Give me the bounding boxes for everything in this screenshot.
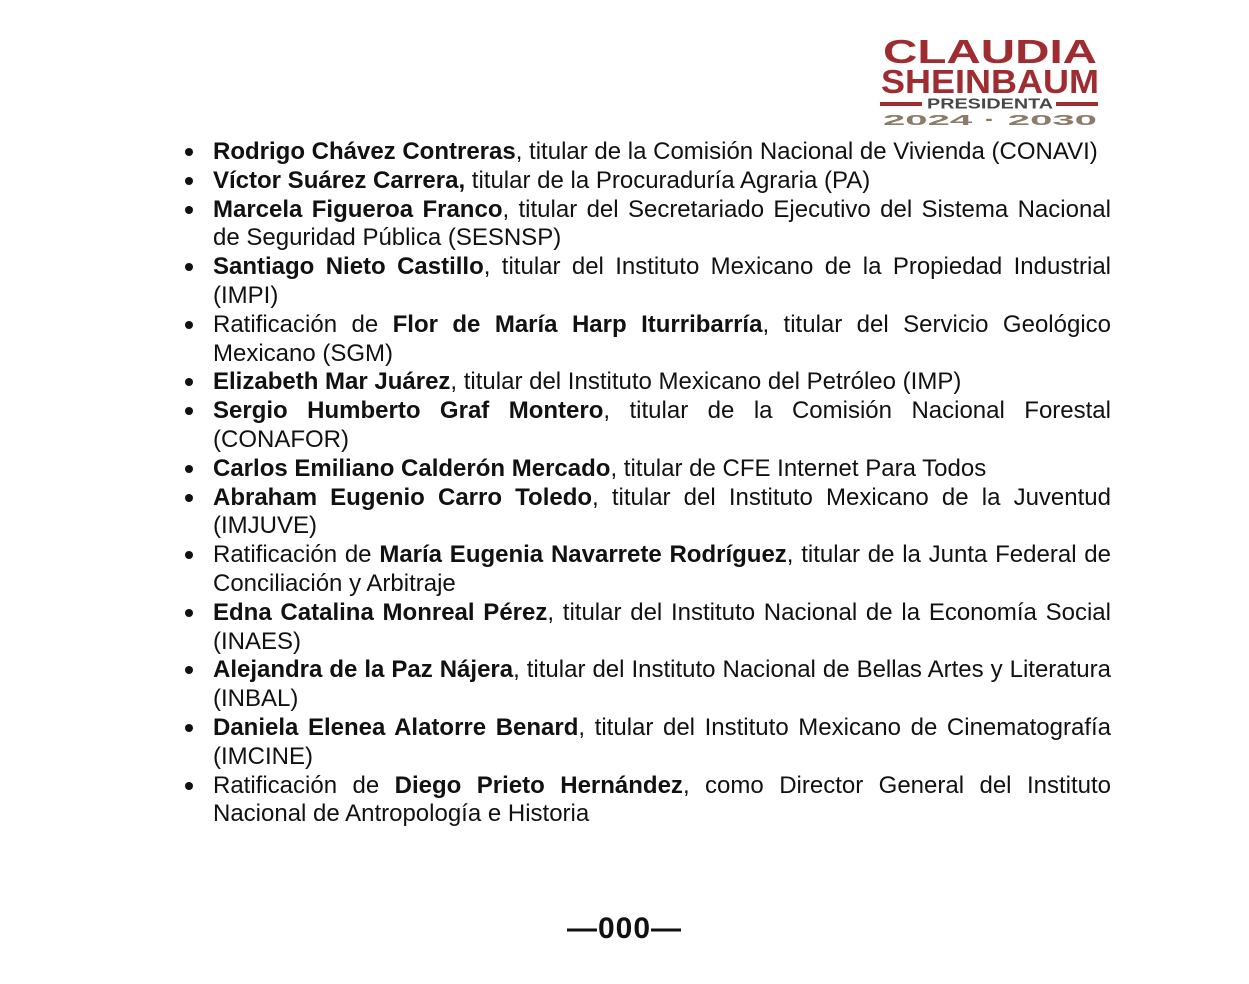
item-post-text: , titular del Instituto Mexicano de Cinematografía (IMCINE) bbox=[213, 713, 1111, 770]
bullet-icon bbox=[185, 465, 193, 473]
bullet-icon bbox=[185, 666, 193, 674]
bullet-icon bbox=[185, 378, 193, 386]
item-post-text: , como Director General del Instituto Nacional de Antropología e Historia bbox=[213, 771, 1111, 828]
logo-title-line: PRESIDENTA bbox=[927, 96, 1054, 113]
end-of-document-separator: —000— bbox=[566, 912, 683, 945]
item-post-text: , titular del Instituto Mexicano de la Propiedad Industrial (IMPI) bbox=[213, 253, 1111, 309]
list-item bbox=[183, 714, 1111, 772]
item-post-text: , titular del Servicio Geológico Mexicano (SGM) bbox=[213, 310, 1111, 367]
appointee-name: Flor de María Harp Iturribarría bbox=[392, 310, 763, 338]
appointee-name: Alejandra de la Paz Nájera bbox=[213, 656, 514, 684]
item-pre-text: Ratificación de bbox=[213, 771, 395, 799]
logo-name-line2: SHEINBAUM bbox=[881, 63, 1099, 100]
bullet-icon bbox=[185, 782, 193, 790]
bullet-icon bbox=[185, 494, 193, 502]
appointments-list bbox=[183, 138, 1111, 829]
item-post-text: , titular del Instituto Mexicano del Petróleo (IMP) bbox=[450, 368, 962, 396]
list-item bbox=[183, 541, 1111, 599]
item-post-text: , titular del Instituto Nacional de la Economía Social (INAES) bbox=[213, 598, 1111, 655]
appointee-name: Diego Prieto Hernández bbox=[394, 771, 683, 799]
list-item bbox=[183, 484, 1111, 542]
appointee-name: Víctor Suárez Carrera, bbox=[213, 166, 466, 194]
list-item bbox=[183, 599, 1111, 657]
list-item bbox=[183, 455, 1111, 484]
appointee-name: Elizabeth Mar Juárez bbox=[213, 368, 451, 396]
appointee-name: Daniela Elenea Alatorre Benard bbox=[213, 713, 579, 741]
list-item bbox=[183, 167, 1111, 196]
list-item bbox=[183, 196, 1111, 254]
logo-term-line: 2024 · 2030 bbox=[883, 112, 1097, 128]
bullet-icon bbox=[185, 321, 193, 329]
appointee-name: Rodrigo Chávez Contreras bbox=[213, 138, 516, 165]
appointee-name: Sergio Humberto Graf Montero bbox=[213, 397, 604, 425]
appointee-name: Abraham Eugenio Carro Toledo bbox=[213, 483, 593, 511]
item-post-text: , titular del Instituto Mexicano de la Juventud (IMJUVE) bbox=[213, 483, 1111, 540]
item-pre-text: Ratificación de bbox=[213, 541, 380, 569]
bullet-icon bbox=[185, 551, 193, 559]
item-pre-text: Ratificación de bbox=[213, 310, 393, 338]
list-item bbox=[183, 656, 1111, 714]
list-item bbox=[183, 253, 1111, 311]
item-post-text: titular de la Procuraduría Agraria (PA) bbox=[465, 166, 871, 194]
list-item bbox=[183, 311, 1111, 369]
list-item bbox=[183, 368, 1111, 397]
logo-left-dash bbox=[880, 102, 922, 106]
bullet-icon bbox=[185, 407, 193, 415]
item-post-text: , titular de la Comisión Nacional Forestal (CONAFOR) bbox=[213, 397, 1111, 453]
logo-right-dash bbox=[1056, 102, 1098, 106]
bullet-icon bbox=[185, 177, 193, 185]
bullet-icon bbox=[185, 263, 193, 271]
item-post-text: , titular de CFE Internet Para Todos bbox=[610, 454, 987, 482]
item-post-text: , titular de la Comisión Nacional de Vivienda (CONAVI) bbox=[515, 138, 1098, 165]
appointee-name: Carlos Emiliano Calderón Mercado bbox=[213, 454, 611, 482]
list-item bbox=[183, 397, 1111, 455]
appointee-name: Edna Catalina Monreal Pérez bbox=[213, 598, 548, 626]
list-item bbox=[183, 772, 1111, 830]
claudia-sheinbaum-logo bbox=[878, 36, 1102, 128]
item-post-text: , titular de la Junta Federal de Conciliación y Arbitraje bbox=[213, 541, 1111, 597]
item-post-text: , titular del Secretariado Ejecutivo del Sistema Nacional de Seguridad Pública (SESNSP) bbox=[213, 195, 1111, 252]
appointee-name: Santiago Nieto Castillo bbox=[213, 253, 484, 281]
logo-name-line1: CLAUDIA bbox=[883, 36, 1097, 70]
bullet-icon bbox=[185, 206, 193, 214]
bullet-icon bbox=[185, 609, 193, 617]
item-post-text: , titular del Instituto Nacional de Bellas Artes y Literatura (INBAL) bbox=[213, 656, 1111, 713]
bullet-icon bbox=[185, 724, 193, 732]
bullet-icon bbox=[185, 148, 193, 156]
logo-graphic bbox=[878, 36, 1102, 128]
appointee-name: María Eugenia Navarrete Rodríguez bbox=[379, 541, 787, 569]
list-item bbox=[183, 138, 1111, 167]
appointee-name: Marcela Figueroa Franco bbox=[213, 195, 503, 223]
